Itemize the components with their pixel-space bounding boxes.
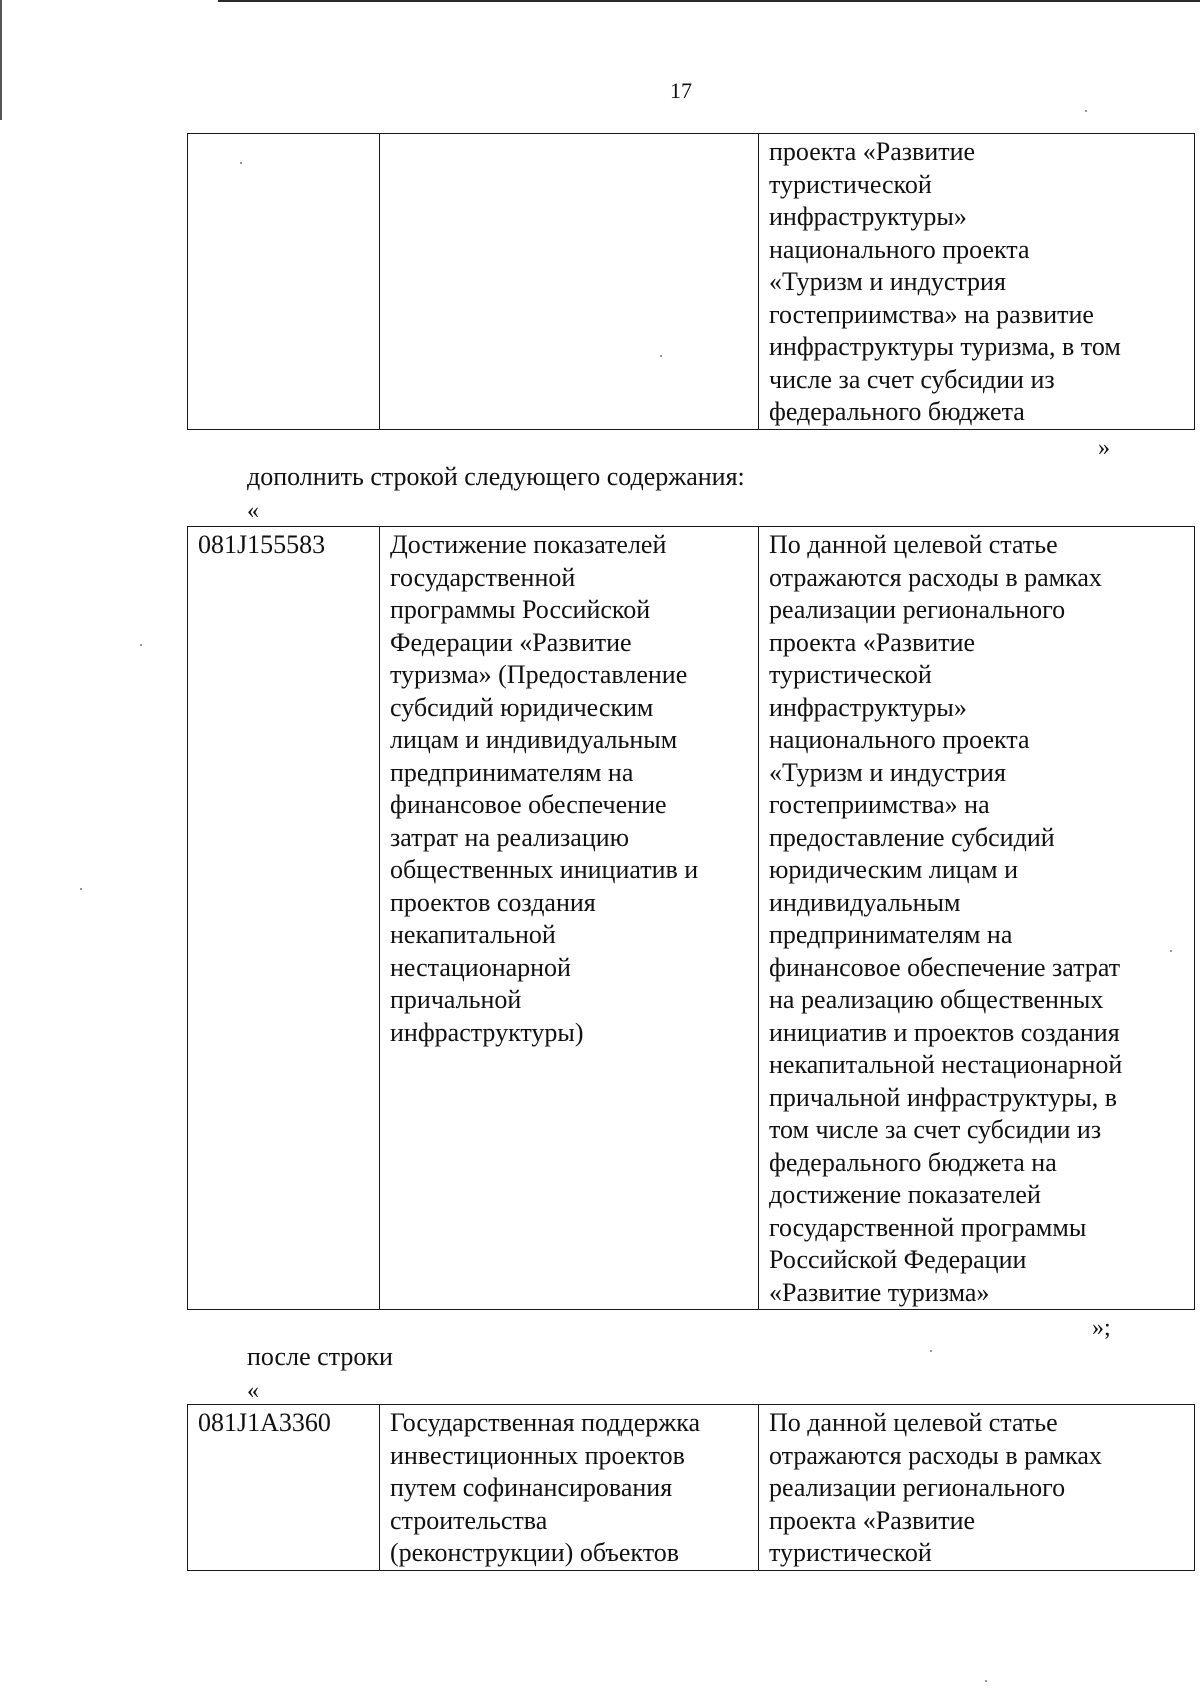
scan-speck (140, 644, 142, 646)
table-added (187, 526, 1131, 1310)
code-cell: 081J155583 (188, 527, 380, 1310)
closing-quote: »; (1092, 1315, 1111, 1341)
scan-speck (80, 888, 82, 890)
table-row (188, 527, 1195, 1310)
table-continued (187, 133, 1131, 430)
description-cell: По данной целевой статье отражаются расходы в рамках реализации регионального проекта «Развитие туристической (759, 1405, 1195, 1571)
description-cell: По данной целевой статье отражаются расходы в рамках реализации регионального проекта «Развитие туристической инфраструктуры» национального проекта «Туризм и индустрия гостеприимства» на предоставление субсидий юридическим лицам и индивидуальным предпринимателям на финансовое обеспечение затрат на реализацию общественных инициатив и проектов создания некапитальной нестационарной причальной инфраструктуры, в том числе за счет субсидии из федерального бюджета на достижение показателей государственной программы Российской Федерации «Развитие туризма» (759, 527, 1195, 1310)
description-cell: проекта «Развитие туристической инфраструктуры» национального проекта «Туризм и индустрия гостеприимства» на развитие инфраструктуры туризма, в том числе за счет субсидии из федерального бюджета (759, 134, 1195, 430)
scan-speck (1085, 110, 1087, 112)
scan-speck (1170, 950, 1172, 952)
instruction-add-row: дополнить строкой следующего содержания: (247, 462, 745, 491)
opening-quote: « (247, 498, 259, 524)
closing-quote: » (1098, 435, 1110, 461)
scan-speck (240, 162, 242, 164)
table-after (187, 1404, 1131, 1571)
code-cell (188, 134, 380, 430)
scan-border-top (218, 0, 1200, 2)
scan-speck (985, 1680, 987, 1682)
opening-quote: « (247, 1378, 259, 1404)
instruction-after-row: после строки (247, 1342, 393, 1371)
table-row (188, 1405, 1195, 1571)
page-number: 17 (670, 78, 692, 103)
name-cell: Достижение показателей государственной программы Российской Федерации «Развитие туризма» (Предоставление субсидий юридическим лицам и индивидуальным предпринимателям на финансовое обеспечение затрат на реализацию общественных инициатив и проектов создания некапитальной нестационарной причальной инфраструктуры) (380, 527, 759, 1310)
table-row (188, 134, 1195, 430)
name-cell: Государственная поддержка инвестиционных проектов путем софинансирования строительства (реконструкции) объектов (380, 1405, 759, 1571)
code-cell: 081J1A3360 (188, 1405, 380, 1571)
name-cell (380, 134, 759, 430)
scan-speck (930, 1350, 932, 1352)
scan-border-left (0, 0, 2, 120)
scan-speck (660, 355, 662, 357)
